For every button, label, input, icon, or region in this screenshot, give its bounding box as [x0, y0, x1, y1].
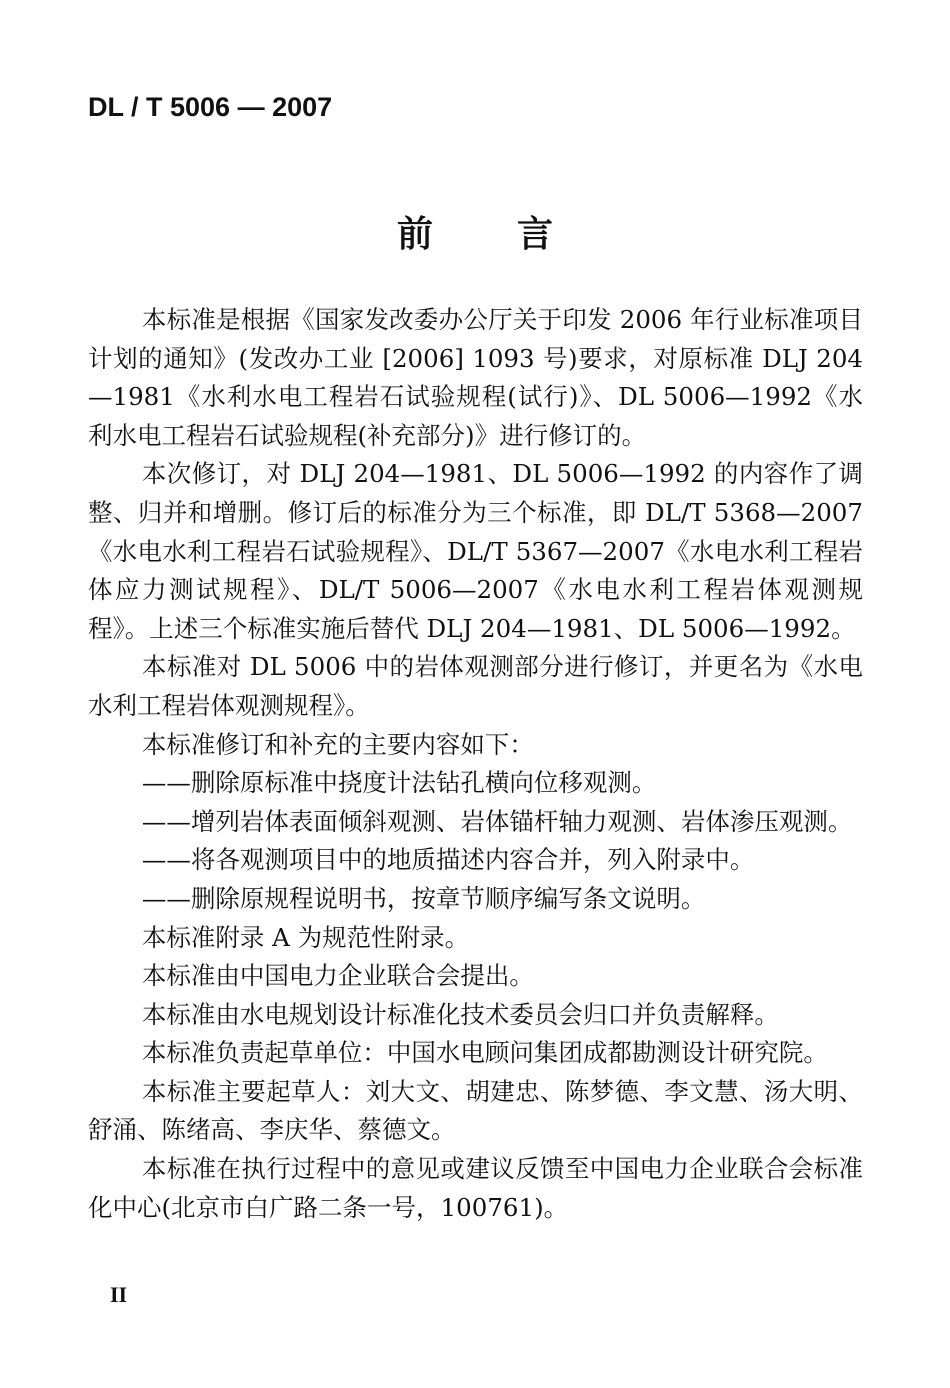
- paragraph-appendix: 本标准附录 A 为规范性附录。: [141, 922, 470, 952]
- paragraph-drafters: 本标准主要起草人：刘大文、胡建忠、陈梦德、李文慧、汤大明、舒涌、陈绪高、李庆华、蔡德文。: [88, 1076, 863, 1145]
- foreword-body: [88, 301, 863, 1227]
- paragraph-basis: 本标准是根据《国家发改委办公厅关于印发 2006 年行业标准项目计划的通知》(发改办工业 [2006] 1093 号)要求，对原标准 DLJ 204—1981《水利水电工程岩石试验规程(试行)》、DL 5006—1992《水利水电工程岩石试验规程(补充部分)》进行修订的。: [88, 305, 863, 450]
- paragraph-main-changes: 本标准修订和补充的主要内容如下：: [141, 729, 534, 759]
- list-item: ——将各观测项目中的地质描述内容合并，列入附录中。: [141, 845, 755, 875]
- paragraph-revision: 本次修订，对 DLJ 204—1981、DL 5006—1992 的内容作了调整、归并和增删。修订后的标准分为三个标准，即 DL/T 5368—2007《水电水利工程岩石试验规程》、DL/T 5367—2007《水电水利工程岩体应力测试规程》、DL/T 5006—2007《水电水利工程岩体观测规程》。上述三个标准实施后替代 DLJ 204—1981、DL 5006—1992。: [88, 459, 863, 643]
- page-number: II: [110, 1282, 128, 1307]
- paragraph-rename: 本标准对 DL 5006 中的岩体观测部分进行修订，并更名为《水电水利工程岩体观测规程》。: [88, 652, 863, 720]
- paragraph-proposer: 本标准由中国电力企业联合会提出。: [141, 961, 534, 991]
- paragraph-drafting-unit: 本标准负责起草单位：中国水电顾问集团成都勘测设计研究院。: [141, 1038, 828, 1068]
- paragraph-feedback: 本标准在执行过程中的意见或建议反馈至中国电力企业联合会标准化中心(北京市白广路二条一号，100761)。: [88, 1154, 863, 1222]
- title-char-1: 前: [396, 214, 433, 255]
- list-item: ——删除原标准中挠度计法钻孔横向位移观测。: [141, 768, 657, 798]
- standard-code: DL / T 5006 — 2007: [88, 92, 333, 122]
- page-title: [0, 206, 950, 257]
- title-char-2: 言: [517, 214, 554, 255]
- list-item: ——删除原规程说明书，按章节顺序编写条文说明。: [141, 883, 706, 913]
- list-item: ——增列岩体表面倾斜观测、岩体锚杆轴力观测、岩体渗压观测。: [141, 806, 853, 836]
- paragraph-responsible: 本标准由水电规划设计标准化技术委员会归口并负责解释。: [141, 999, 779, 1029]
